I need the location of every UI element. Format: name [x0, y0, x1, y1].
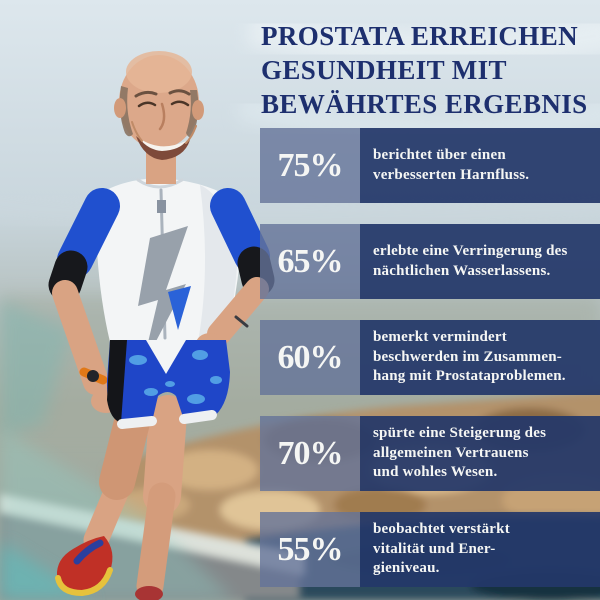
stat-text-1	[360, 128, 600, 203]
stat-row-1	[260, 128, 600, 203]
stat-text-3	[360, 320, 600, 395]
stat-percent-5: 55%	[260, 512, 360, 587]
stat-percent-2: 65%	[260, 224, 360, 299]
stat-text-4	[360, 416, 600, 491]
stat-text-line: beobachtet verstärkt	[373, 521, 510, 538]
stat-percent-1: 75%	[260, 128, 360, 203]
stat-text-2	[360, 224, 600, 299]
headline	[261, 19, 591, 121]
stat-text-line: gieniveau.	[373, 560, 440, 577]
stat-text-line: spürte eine Steigerung des	[373, 425, 547, 442]
stat-text-5	[360, 512, 600, 587]
headline-line-1: PROSTATA ERREICHEN	[261, 21, 579, 51]
stat-row-5	[260, 512, 600, 587]
stat-percent-3: 60%	[260, 320, 360, 395]
stat-percent-4: 70%	[260, 416, 360, 491]
stat-text-line: verbesserten Harnfluss.	[373, 166, 530, 183]
stat-text-line: hang mit Prostataproblemen.	[373, 368, 566, 385]
stat-text-line: berichtet über einen	[373, 147, 506, 163]
stat-text-line: nächtlichen Wasserlassens.	[373, 262, 551, 279]
stat-text-line: beschwerden im Zusammen-	[373, 348, 562, 365]
stat-text-line: allgemeinen Vertrauens	[373, 444, 529, 461]
stat-text-line: und wohles Wesen.	[373, 464, 498, 481]
stat-row-3	[260, 320, 600, 395]
stat-text-line: bemerkt vermindert	[373, 329, 507, 346]
stat-text-line: erlebte eine Verringerung des	[373, 243, 568, 259]
stats-list	[260, 128, 600, 600]
headline-line-2: GESUNDHEIT MIT	[261, 55, 507, 85]
headline-line-3: BEWÄHRTES ERGEBNIS	[261, 89, 588, 119]
stat-row-2	[260, 224, 600, 299]
stat-text-line: vitalität und Ener-	[373, 540, 496, 557]
stat-row-4	[260, 416, 600, 491]
